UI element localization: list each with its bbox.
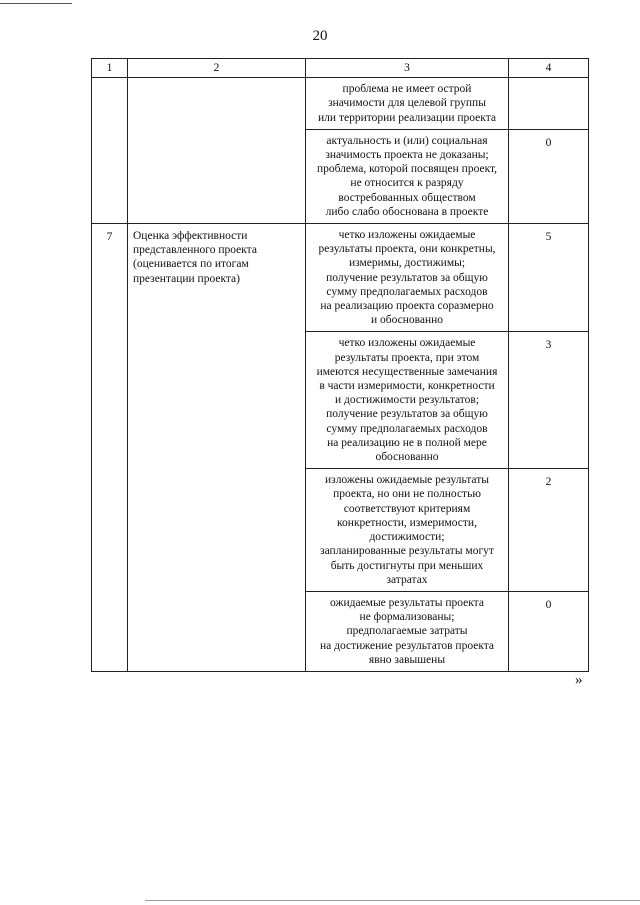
table-header-row xyxy=(92,59,589,78)
description-line: востребованных обществом xyxy=(338,191,476,204)
scan-corner-line xyxy=(0,3,72,4)
criterion-line: (оценивается по итогам xyxy=(133,258,249,271)
description-line: актуальность и (или) социальная xyxy=(326,134,488,147)
description-cell xyxy=(306,469,509,592)
description-line: значимость проекта не доказаны; xyxy=(325,149,489,162)
description-line: сумму предполагаемых расходов xyxy=(326,285,488,298)
description-line: измеримы, достижимы; xyxy=(348,257,466,270)
description-cell xyxy=(306,332,509,469)
description-line: проблема, которой посвящен проект, xyxy=(316,163,498,176)
score-cell xyxy=(509,78,589,130)
score-cell: 2 xyxy=(509,469,589,592)
header-cell-2: 2 xyxy=(128,59,306,78)
header-cell-3: 3 xyxy=(306,59,509,78)
description-line: на реализацию не в полной мере xyxy=(327,436,487,449)
description-line: предполагаемые затраты xyxy=(346,625,468,638)
criterion-line: Оценка эффективности xyxy=(133,230,248,243)
description-line: соответствуют критериям xyxy=(343,502,471,515)
description-line: и достижимости результатов; xyxy=(334,394,480,407)
description-line: значимости для целевой группы xyxy=(328,97,486,110)
description-line: не формализованы; xyxy=(359,611,455,624)
description-line: результаты проекта, они конкретны, xyxy=(318,243,496,256)
description-line: проблема не имеет острой xyxy=(342,83,472,96)
description-line: запланированные результаты могут xyxy=(320,545,494,558)
description-cell xyxy=(306,78,509,130)
description-line: и обоснованно xyxy=(370,314,444,327)
closing-quote-mark: » xyxy=(575,672,583,688)
description-line: конкретности, измеримости, xyxy=(337,516,477,529)
row-number-cell xyxy=(92,78,128,224)
page-number: 20 xyxy=(312,28,328,44)
criteria-table xyxy=(91,58,589,672)
description-line: четко изложены ожидаемые xyxy=(338,229,476,242)
description-line: получение результатов за общую xyxy=(326,271,488,284)
criterion-cell xyxy=(128,224,306,672)
description-line: на реализацию проекта соразмерно xyxy=(320,300,494,313)
description-line: затратах xyxy=(386,573,428,586)
description-line: изложены ожидаемые результаты xyxy=(325,474,489,487)
description-line: четко изложены ожидаемые xyxy=(338,337,476,350)
description-line: явно завышены xyxy=(368,653,446,666)
description-line: или территории реализации проекта xyxy=(318,111,496,124)
score-cell: 5 xyxy=(509,224,589,332)
table-row xyxy=(92,78,589,130)
scan-bottom-line xyxy=(145,900,640,901)
criterion-cell xyxy=(128,78,306,224)
description-cell xyxy=(306,224,509,332)
description-line: сумму предполагаемых расходов xyxy=(326,422,488,435)
description-line: ожидаемые результаты проекта xyxy=(330,596,484,609)
score-cell: 0 xyxy=(509,129,589,223)
description-line: получение результатов за общую xyxy=(326,408,488,421)
description-line: быть достигнуты при меньших xyxy=(330,559,484,572)
description-line: не относится к разряду xyxy=(350,177,464,190)
description-line: достижимости; xyxy=(369,531,445,544)
criterion-line: представленного проекта xyxy=(133,244,257,257)
header-cell-1: 1 xyxy=(92,59,128,78)
description-line: результаты проекта, при этом xyxy=(334,351,480,364)
description-line: на достижение результатов проекта xyxy=(319,639,495,652)
description-line: либо слабо обоснована в проекте xyxy=(325,205,489,218)
row-number-cell: 7 xyxy=(92,224,128,672)
description-line: обоснованно xyxy=(375,451,439,464)
header-cell-4: 4 xyxy=(509,59,589,78)
criterion-line: презентации проекта) xyxy=(133,272,240,285)
score-cell: 0 xyxy=(509,591,589,671)
description-line: имеются несущественные замечания xyxy=(316,365,498,378)
description-cell xyxy=(306,129,509,223)
score-cell: 3 xyxy=(509,332,589,469)
description-cell xyxy=(306,591,509,671)
table-row xyxy=(92,224,589,332)
description-line: в части измеримости, конкретности xyxy=(319,380,495,393)
description-line: проекта, но они не полностью xyxy=(333,488,481,501)
